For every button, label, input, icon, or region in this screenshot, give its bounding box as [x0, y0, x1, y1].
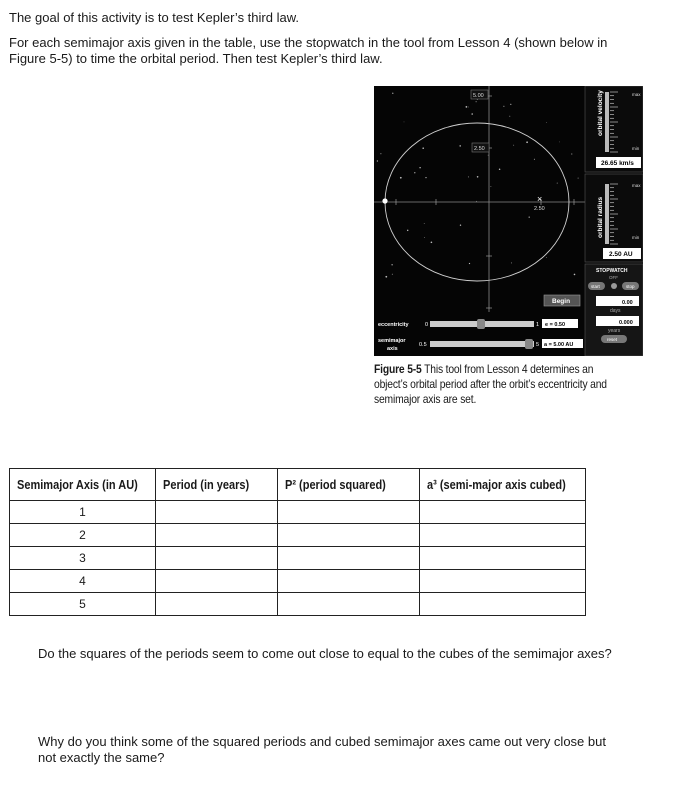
- table-row: [10, 524, 586, 547]
- star: [404, 122, 405, 123]
- star: [424, 223, 425, 224]
- table-row: [10, 547, 586, 570]
- intro-line-3: Figure 5-5) to time the orbital period. Then test Kepler’s third law.: [9, 51, 383, 66]
- velocity-readout: 26.65 km/s: [601, 160, 634, 167]
- stopwatch-indicator: [611, 283, 617, 289]
- star: [460, 225, 461, 226]
- begin-button-label: Begin: [552, 298, 571, 305]
- star: [392, 274, 393, 275]
- stopwatch-years-readout: 0.000: [619, 320, 633, 326]
- table-cell-period-squared[interactable]: [278, 524, 420, 547]
- star: [385, 276, 387, 278]
- table-cell-axis: 4: [10, 570, 156, 593]
- star: [466, 106, 468, 108]
- star: [476, 101, 477, 102]
- star: [468, 176, 469, 177]
- eccentricity-max: 1: [536, 322, 540, 328]
- sun-marker: ×: [537, 194, 543, 204]
- table-cell-period[interactable]: [156, 547, 278, 570]
- table-cell-axis: 1: [10, 501, 156, 524]
- radius-gauge: [585, 174, 643, 262]
- semimajor-max: 5: [536, 342, 540, 348]
- star: [407, 230, 408, 231]
- question-2-line-2: not exactly the same?: [38, 750, 165, 765]
- controls-panel: [378, 295, 583, 352]
- star: [431, 241, 433, 243]
- velocity-max-label: max: [632, 92, 641, 97]
- table-cell-period[interactable]: [156, 501, 278, 524]
- semimajor-value: a = 5.00 AU: [544, 342, 574, 348]
- kepler-data-table: [9, 468, 586, 616]
- star: [511, 262, 512, 263]
- radius-max-label: max: [632, 183, 641, 188]
- stopwatch-days-readout: 0.00: [622, 300, 633, 306]
- semimajor-slider-handle[interactable]: [525, 339, 533, 349]
- stopwatch-years-label: years: [608, 328, 621, 334]
- star: [534, 159, 535, 160]
- star: [468, 107, 469, 108]
- table-cell-axis-cubed[interactable]: [420, 524, 586, 547]
- header-period: Period (in years): [156, 469, 278, 501]
- stopwatch-title: STOPWATCH: [596, 268, 628, 274]
- star: [476, 201, 477, 202]
- orbit-plot: [374, 86, 597, 312]
- table-cell-period[interactable]: [156, 570, 278, 593]
- question-2-line-1: Why do you think some of the squared periods and cubed semimajor axes came out very close but: [38, 734, 606, 749]
- stopwatch-state: OFF: [609, 275, 618, 280]
- axis-tick-label-mid: 2.50: [474, 146, 485, 152]
- star: [490, 186, 491, 187]
- star: [529, 216, 530, 217]
- table-cell-period-squared[interactable]: [278, 547, 420, 570]
- table-cell-axis-cubed[interactable]: [420, 570, 586, 593]
- table-row: [10, 593, 586, 616]
- star: [425, 177, 426, 178]
- table-cell-axis-cubed[interactable]: [420, 547, 586, 570]
- star: [526, 141, 528, 143]
- table-row: [10, 501, 586, 524]
- eccentricity-value: e = 0.50: [545, 322, 566, 328]
- stopwatch-days-label: days: [610, 308, 621, 314]
- semimajor-label-axis: axis: [387, 346, 398, 352]
- eccentricity-slider-handle[interactable]: [477, 319, 485, 329]
- eccentricity-label: eccentricity: [378, 322, 409, 328]
- velocity-gauge-label: orbital velocity: [597, 90, 604, 136]
- intro-line-2: For each semimajor axis given in the table, use the stopwatch in the tool from Lesson 4 (shown below in: [9, 35, 608, 50]
- star: [469, 263, 470, 264]
- star: [471, 113, 473, 115]
- star: [414, 172, 415, 173]
- star: [557, 183, 558, 184]
- header-axis-cubed: a³ (semi-major axis cubed): [420, 469, 586, 501]
- star: [578, 178, 579, 179]
- star: [513, 145, 514, 146]
- radius-gauge-label: orbital radius: [597, 196, 604, 238]
- star: [380, 153, 381, 154]
- star: [391, 264, 392, 265]
- planet-marker[interactable]: [382, 198, 387, 203]
- star: [459, 145, 461, 147]
- star: [574, 274, 576, 276]
- semimajor-label: semimajor: [378, 338, 406, 344]
- axis-tick-label-right-mid: 2.50: [534, 206, 545, 212]
- intro-line-1: The goal of this activity is to test Kepler’s third law.: [9, 10, 299, 25]
- semimajor-slider[interactable]: [430, 341, 534, 347]
- velocity-min-label: min: [632, 146, 640, 151]
- table-cell-axis-cubed[interactable]: [420, 501, 586, 524]
- table-cell-axis: 3: [10, 547, 156, 570]
- start-button-label: start: [591, 284, 600, 289]
- starfield: [377, 93, 579, 278]
- radius-min-label: min: [632, 235, 640, 240]
- semimajor-min: 0.5: [419, 342, 427, 348]
- table-row: [10, 570, 586, 593]
- figure-caption: [374, 362, 615, 407]
- stopwatch-panel: [585, 264, 643, 356]
- velocity-gauge: [585, 86, 643, 172]
- figure-number: Figure 5-5: [374, 362, 422, 376]
- star: [509, 116, 510, 117]
- orbit-simulator-figure: [374, 86, 643, 356]
- star: [377, 160, 378, 161]
- star: [546, 257, 547, 258]
- star: [422, 147, 424, 149]
- star: [419, 167, 420, 168]
- axis-tick-label-top: 5.00: [473, 93, 484, 99]
- table-cell-period-squared[interactable]: [278, 570, 420, 593]
- star: [503, 106, 504, 107]
- header-period-squared: P² (period squared): [278, 469, 420, 501]
- table-cell-period-squared[interactable]: [278, 501, 420, 524]
- star: [510, 104, 511, 105]
- star: [392, 93, 393, 94]
- star: [424, 237, 425, 238]
- table-cell-period[interactable]: [156, 524, 278, 547]
- table-cell-period-squared[interactable]: [278, 593, 420, 616]
- header-semimajor-axis: Semimajor Axis (in AU): [10, 469, 156, 501]
- star: [559, 142, 560, 143]
- eccentricity-min: 0: [425, 322, 429, 328]
- star: [546, 122, 547, 123]
- star: [571, 153, 572, 154]
- stop-button-label: stop: [626, 284, 635, 289]
- table-cell-axis-cubed[interactable]: [420, 593, 586, 616]
- table-cell-axis: 2: [10, 524, 156, 547]
- reset-button-label: reset: [607, 337, 618, 342]
- radius-readout: 2.50 AU: [609, 251, 633, 258]
- star: [400, 177, 402, 179]
- table-cell-period[interactable]: [156, 593, 278, 616]
- figure-caption-text: This tool from Lesson 4 determines an object’s orbital period after the orbit’s eccentricity and semimajor axis are set.: [374, 362, 607, 406]
- star: [477, 176, 479, 178]
- table-cell-axis: 5: [10, 593, 156, 616]
- star: [488, 155, 489, 156]
- star: [499, 169, 501, 171]
- table-header-row: [10, 469, 586, 501]
- question-1: Do the squares of the periods seem to come out close to equal to the cubes of the semimajor axes?: [38, 646, 612, 661]
